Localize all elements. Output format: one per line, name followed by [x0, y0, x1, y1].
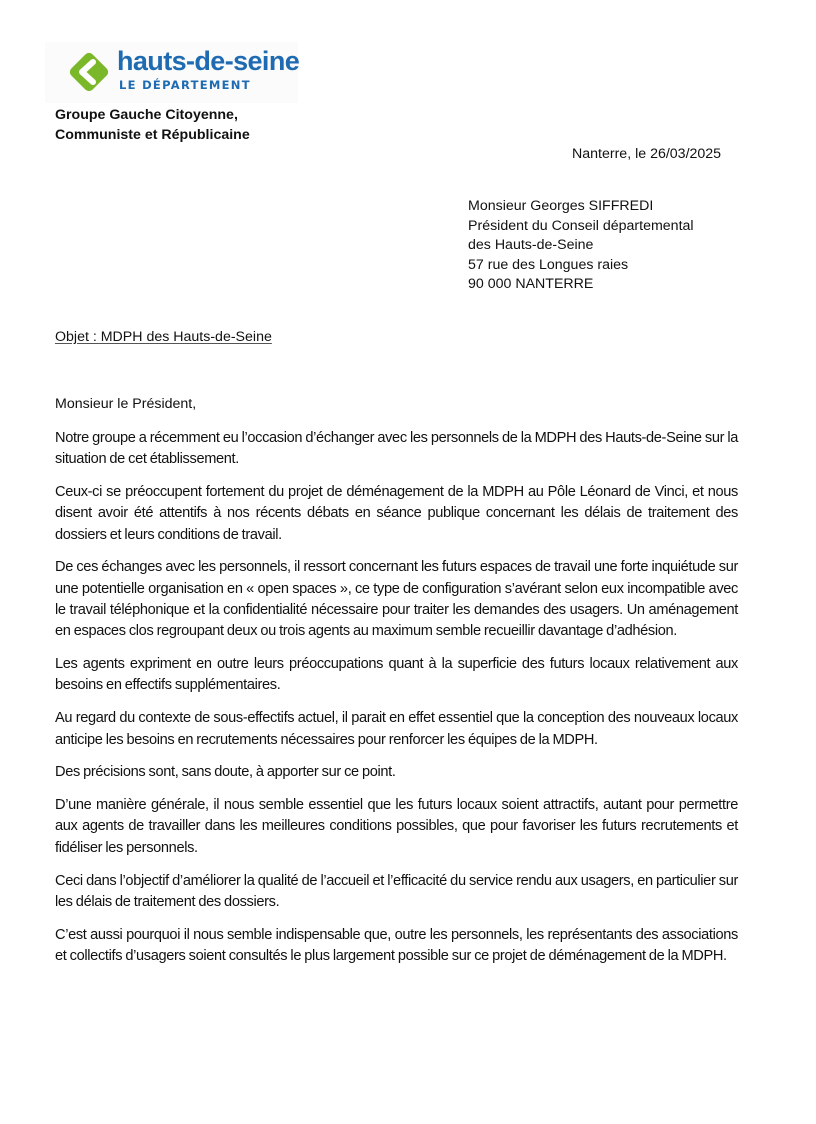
recipient-title: Président du Conseil départemental — [468, 217, 694, 234]
recipient-name: Monsieur Georges SIFFREDI — [468, 198, 654, 214]
recipient-street: 57 rue des Longues raies — [468, 256, 629, 273]
body-paragraph: Au regard du contexte de sous-effectifs actuel, il parait en effet essentiel que la conception des nouveaux locaux anticipe les besoins en recrutements nécessaires pour renforcer les équipes de la MDPH. — [55, 710, 738, 748]
logo-title: hauts-de-seine — [117, 46, 300, 76]
salutation: Monsieur le Président, — [55, 396, 197, 412]
logo-subtitle: LE DÉPARTEMENT — [119, 78, 251, 92]
letter-body — [55, 428, 738, 979]
letter-subject: Objet : MDPH des Hauts-de-Seine — [55, 329, 272, 345]
department-logo — [45, 42, 298, 103]
recipient-institution: des Hauts-de-Seine — [468, 237, 594, 254]
body-paragraph: C’est aussi pourquoi il nous semble indispensable que, outre les personnels, les représentants des associations et collectifs d’usagers soient consultés le plus largement possible sur ce projet de déménagement de la MDPH. — [55, 926, 738, 964]
body-paragraph: D’une manière générale, il nous semble essentiel que les futurs locaux soient attractifs, autant pour permettre aux agents de travailler dans les meilleures conditions possibles, que pour favoriser les futurs recrutements et fidéliser les personnels. — [55, 797, 738, 856]
sender-group-line-2: Communiste et Républicaine — [55, 127, 250, 143]
place-and-date: Nanterre, le 26/03/2025 — [572, 146, 722, 162]
recipient-address-block — [468, 197, 694, 295]
body-paragraph: Ceci dans l’objectif d’améliorer la qualité de l’accueil et l’efficacité du service rendu aux usagers, en particulier sur les délais de traitement des dossiers. — [55, 872, 738, 910]
sender-group-line-1: Groupe Gauche Citoyenne, — [55, 107, 238, 123]
body-paragraph: Les agents expriment en outre leurs préoccupations quant à la superficie des futurs locaux relativement aux besoins en effectifs supplémentaires. — [55, 656, 738, 694]
body-paragraph: Ceux-ci se préoccupent fortement du projet de déménagement de la MDPH au Pôle Léonard de Vinci, et nous disent avoir été attentifs à nos récents débats en séance publique concernant les délais de traitement des dossiers et leurs conditions de travail. — [55, 484, 738, 543]
hauts-de-seine-chevron-logo-icon — [66, 49, 112, 95]
body-paragraph: Notre groupe a récemment eu l’occasion d’échanger avec les personnels de la MDPH des Hauts-de-Seine sur la situation de cet établissement. — [55, 430, 738, 468]
sender-group-name — [55, 105, 250, 145]
body-paragraph: De ces échanges avec les personnels, il ressort concernant les futurs espaces de travail une forte inquiétude sur une potentielle organisation en « open spaces », ce type de configuration s’avérant selon eux incompatible avec le travail téléphonique et la confidentialité nécessaire pour traiter les demandes des usagers. Un aménagement en espaces clos regroupant deux ou trois agents au maximum semble recueillir davantage d’adhésion. — [55, 559, 738, 640]
body-paragraph: Des précisions sont, sans doute, à apporter sur ce point. — [55, 764, 396, 781]
recipient-city: 90 000 NANTERRE — [468, 276, 594, 293]
